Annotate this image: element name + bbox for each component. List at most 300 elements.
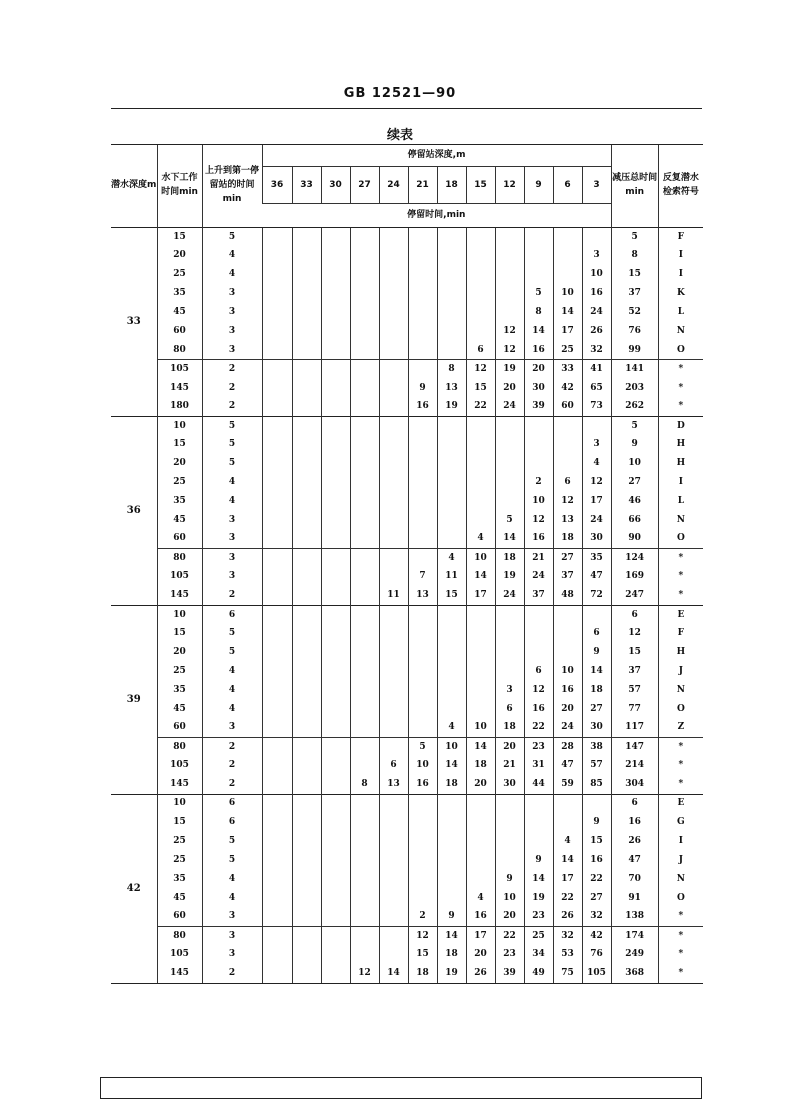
- stop-time-cell: [262, 435, 292, 454]
- total-time-cell: 169: [611, 568, 658, 587]
- stop-time-cell: 9: [524, 851, 553, 870]
- stop-time-cell: 3: [582, 435, 611, 454]
- bottom-time-cell: 35: [157, 284, 202, 303]
- total-time-cell: 124: [611, 549, 658, 568]
- bottom-time-cell: 60: [157, 530, 202, 549]
- stop-time-cell: 6: [466, 341, 495, 360]
- repeat-group-cell: N: [658, 870, 703, 889]
- stop-time-cell: 22: [524, 719, 553, 738]
- stop-time-cell: [437, 605, 466, 624]
- bottom-time-cell: 15: [157, 813, 202, 832]
- stop-time-cell: 12: [553, 492, 582, 511]
- stop-time-cell: 24: [582, 511, 611, 530]
- stop-time-cell: 24: [495, 586, 524, 605]
- stop-time-cell: 42: [582, 926, 611, 945]
- stop-time-cell: [379, 341, 408, 360]
- stop-time-cell: [292, 794, 321, 813]
- stop-time-cell: [408, 832, 437, 851]
- ascent-time-cell: 3: [202, 322, 262, 341]
- stop-time-cell: 25: [524, 926, 553, 945]
- stop-time-cell: [321, 719, 350, 738]
- stop-time-cell: [437, 322, 466, 341]
- bottom-time-cell: 25: [157, 851, 202, 870]
- stop-time-cell: [262, 832, 292, 851]
- stop-time-cell: 42: [553, 379, 582, 398]
- stop-time-cell: [350, 454, 379, 473]
- stop-time-cell: 20: [466, 775, 495, 794]
- stop-time-cell: [408, 700, 437, 719]
- bottom-time-cell: 80: [157, 738, 202, 757]
- stop-time-cell: [292, 908, 321, 927]
- stop-time-cell: [292, 265, 321, 284]
- stop-depth-label: 9: [524, 167, 553, 204]
- table-row: [111, 851, 703, 870]
- stop-time-cell: [466, 681, 495, 700]
- table-row: [111, 284, 703, 303]
- stop-time-cell: [321, 549, 350, 568]
- stop-time-cell: 14: [553, 303, 582, 322]
- stop-time-cell: [408, 360, 437, 379]
- stop-time-cell: 14: [495, 530, 524, 549]
- stop-time-cell: [350, 926, 379, 945]
- total-time-cell: 6: [611, 605, 658, 624]
- total-time-cell: 91: [611, 889, 658, 908]
- stop-time-cell: [292, 700, 321, 719]
- table-row: [111, 794, 703, 813]
- stop-time-cell: 19: [495, 360, 524, 379]
- stop-time-cell: [524, 228, 553, 247]
- ascent-time-cell: 4: [202, 700, 262, 719]
- stop-time-cell: [292, 851, 321, 870]
- repeat-group-cell: I: [658, 246, 703, 265]
- stop-time-cell: 27: [582, 700, 611, 719]
- stop-time-cell: [466, 870, 495, 889]
- stop-time-cell: 12: [495, 341, 524, 360]
- stop-time-cell: 22: [553, 889, 582, 908]
- stop-time-cell: 7: [408, 568, 437, 587]
- stop-time-cell: 23: [524, 738, 553, 757]
- table-row: [111, 662, 703, 681]
- stop-time-cell: 105: [582, 964, 611, 983]
- stop-depth-label: 30: [321, 167, 350, 204]
- stop-time-cell: 28: [553, 738, 582, 757]
- stop-time-cell: [321, 889, 350, 908]
- stop-time-cell: [379, 926, 408, 945]
- stop-time-cell: [321, 643, 350, 662]
- stop-time-cell: [350, 435, 379, 454]
- stop-time-cell: 76: [582, 945, 611, 964]
- stop-time-cell: [292, 568, 321, 587]
- repeat-group-cell: F: [658, 228, 703, 247]
- bottom-time-cell: 105: [157, 360, 202, 379]
- stop-time-cell: [292, 738, 321, 757]
- stop-time-cell: 3: [495, 681, 524, 700]
- ascent-time-cell: 4: [202, 473, 262, 492]
- ascent-time-cell: 3: [202, 568, 262, 587]
- stop-time-cell: 26: [466, 964, 495, 983]
- stop-time-cell: [350, 605, 379, 624]
- stop-time-cell: 47: [553, 756, 582, 775]
- ascent-time-cell: 3: [202, 926, 262, 945]
- stop-time-cell: [321, 228, 350, 247]
- ascent-time-cell: 3: [202, 530, 262, 549]
- stop-time-cell: 14: [582, 662, 611, 681]
- stop-time-cell: [437, 416, 466, 435]
- stop-time-cell: 12: [408, 926, 437, 945]
- stop-time-cell: [495, 605, 524, 624]
- stop-time-cell: [292, 341, 321, 360]
- bottom-time-cell: 60: [157, 908, 202, 927]
- stop-time-cell: 9: [495, 870, 524, 889]
- stop-time-cell: 32: [553, 926, 582, 945]
- table-body: [111, 228, 703, 984]
- ascent-time-cell: 5: [202, 228, 262, 247]
- stop-time-cell: [466, 813, 495, 832]
- total-time-cell: 138: [611, 908, 658, 927]
- repeat-group-cell: N: [658, 322, 703, 341]
- stop-time-cell: [437, 492, 466, 511]
- bottom-time-cell: 25: [157, 662, 202, 681]
- stop-time-cell: [408, 416, 437, 435]
- stop-time-cell: [437, 341, 466, 360]
- stop-time-cell: 27: [553, 549, 582, 568]
- stop-time-cell: [495, 265, 524, 284]
- col-header-ascent-time: 上升到第一停留站的时间min: [202, 145, 262, 228]
- stop-time-cell: 12: [495, 322, 524, 341]
- stop-time-cell: [379, 662, 408, 681]
- ascent-time-cell: 2: [202, 586, 262, 605]
- stop-time-cell: 10: [466, 719, 495, 738]
- bottom-time-cell: 15: [157, 228, 202, 247]
- total-time-cell: 90: [611, 530, 658, 549]
- stop-time-cell: [553, 813, 582, 832]
- ascent-time-cell: 5: [202, 454, 262, 473]
- stop-time-cell: [292, 379, 321, 398]
- stop-time-cell: [495, 303, 524, 322]
- stop-time-cell: 65: [582, 379, 611, 398]
- stop-time-cell: [466, 700, 495, 719]
- stop-time-cell: 15: [408, 945, 437, 964]
- stop-time-cell: [321, 435, 350, 454]
- stop-time-cell: [350, 945, 379, 964]
- stop-time-cell: [408, 454, 437, 473]
- stop-time-cell: 18: [437, 945, 466, 964]
- stop-time-cell: [553, 605, 582, 624]
- table-row: [111, 889, 703, 908]
- stop-time-cell: [524, 246, 553, 265]
- bottom-time-cell: 45: [157, 511, 202, 530]
- stop-time-cell: [321, 284, 350, 303]
- stop-time-cell: 21: [524, 549, 553, 568]
- stop-time-cell: [437, 530, 466, 549]
- stop-time-cell: [466, 416, 495, 435]
- stop-time-cell: [262, 379, 292, 398]
- table-row: [111, 228, 703, 247]
- stop-time-cell: [466, 624, 495, 643]
- stop-time-cell: [350, 624, 379, 643]
- table-row: [111, 549, 703, 568]
- ascent-time-cell: 2: [202, 775, 262, 794]
- stop-time-cell: [321, 775, 350, 794]
- stop-time-cell: 16: [466, 908, 495, 927]
- bottom-time-cell: 20: [157, 246, 202, 265]
- stop-time-cell: [437, 284, 466, 303]
- stop-time-cell: [408, 662, 437, 681]
- stop-time-cell: [524, 813, 553, 832]
- stop-time-cell: [321, 605, 350, 624]
- stop-time-cell: 24: [553, 719, 582, 738]
- stop-time-cell: [379, 643, 408, 662]
- stop-time-cell: [321, 700, 350, 719]
- stop-time-cell: [379, 379, 408, 398]
- stop-time-cell: 4: [553, 832, 582, 851]
- stop-time-cell: [379, 568, 408, 587]
- bottom-time-cell: 80: [157, 926, 202, 945]
- stop-time-cell: 3: [582, 246, 611, 265]
- repeat-group-cell: *: [658, 379, 703, 398]
- stop-time-cell: [437, 813, 466, 832]
- stop-time-cell: 48: [553, 586, 582, 605]
- total-time-cell: 66: [611, 511, 658, 530]
- stop-time-cell: [466, 794, 495, 813]
- stop-time-cell: [466, 851, 495, 870]
- stop-time-cell: 10: [495, 889, 524, 908]
- total-time-cell: 57: [611, 681, 658, 700]
- stop-time-cell: 23: [524, 908, 553, 927]
- stop-time-cell: 6: [379, 756, 408, 775]
- stop-time-cell: [379, 794, 408, 813]
- stop-time-cell: [408, 794, 437, 813]
- stop-time-cell: [292, 398, 321, 417]
- stop-time-cell: [321, 624, 350, 643]
- repeat-group-cell: E: [658, 605, 703, 624]
- stop-time-cell: [262, 738, 292, 757]
- table-row: [111, 643, 703, 662]
- stop-time-cell: [553, 228, 582, 247]
- repeat-group-cell: H: [658, 454, 703, 473]
- stop-time-cell: [321, 756, 350, 775]
- dive-depth-cell: 39: [111, 605, 157, 794]
- stop-time-cell: 75: [553, 964, 582, 983]
- stop-time-cell: 10: [466, 549, 495, 568]
- stop-time-cell: [350, 322, 379, 341]
- stop-time-cell: 35: [582, 549, 611, 568]
- bottom-time-cell: 15: [157, 435, 202, 454]
- stop-time-cell: [350, 681, 379, 700]
- stop-time-cell: 13: [437, 379, 466, 398]
- stop-time-cell: 20: [466, 945, 495, 964]
- stop-time-cell: [321, 492, 350, 511]
- stop-time-cell: 4: [437, 549, 466, 568]
- stop-time-cell: [350, 738, 379, 757]
- stop-time-cell: 12: [582, 473, 611, 492]
- stop-time-cell: [350, 756, 379, 775]
- table-row: [111, 379, 703, 398]
- stop-time-cell: [495, 662, 524, 681]
- repeat-group-cell: N: [658, 681, 703, 700]
- stop-time-cell: [524, 643, 553, 662]
- stop-time-cell: [553, 246, 582, 265]
- stop-time-cell: [262, 662, 292, 681]
- table-row: [111, 265, 703, 284]
- bottom-time-cell: 145: [157, 775, 202, 794]
- stop-time-cell: 4: [582, 454, 611, 473]
- stop-depth-label: 21: [408, 167, 437, 204]
- stop-time-cell: [262, 492, 292, 511]
- stop-time-cell: [262, 851, 292, 870]
- stop-time-cell: [262, 473, 292, 492]
- stop-time-cell: [262, 945, 292, 964]
- stop-time-cell: [262, 246, 292, 265]
- stop-time-cell: [379, 908, 408, 927]
- total-time-cell: 70: [611, 870, 658, 889]
- stop-time-cell: 26: [553, 908, 582, 927]
- bottom-time-cell: 25: [157, 473, 202, 492]
- stop-time-cell: [408, 624, 437, 643]
- stop-time-cell: [292, 813, 321, 832]
- stop-time-cell: 18: [582, 681, 611, 700]
- stop-time-cell: 57: [582, 756, 611, 775]
- stop-time-cell: [350, 360, 379, 379]
- stop-time-cell: [495, 246, 524, 265]
- stop-time-cell: [321, 586, 350, 605]
- table-row: [111, 719, 703, 738]
- bottom-time-cell: 80: [157, 341, 202, 360]
- stop-time-cell: [524, 624, 553, 643]
- stop-time-cell: [262, 794, 292, 813]
- stop-time-cell: [379, 530, 408, 549]
- repeat-group-cell: *: [658, 945, 703, 964]
- stop-time-cell: [437, 454, 466, 473]
- table-row: [111, 756, 703, 775]
- total-time-cell: 5: [611, 228, 658, 247]
- stop-time-cell: 8: [524, 303, 553, 322]
- stop-time-cell: [379, 492, 408, 511]
- table-row: [111, 435, 703, 454]
- repeat-group-cell: O: [658, 530, 703, 549]
- stop-time-cell: [495, 643, 524, 662]
- total-time-cell: 76: [611, 322, 658, 341]
- ascent-time-cell: 6: [202, 605, 262, 624]
- stop-time-cell: [553, 624, 582, 643]
- stop-time-cell: 5: [495, 511, 524, 530]
- stop-time-cell: 72: [582, 586, 611, 605]
- bottom-time-cell: 25: [157, 265, 202, 284]
- decompression-table: [111, 144, 703, 984]
- stop-time-cell: [437, 246, 466, 265]
- stop-time-cell: [437, 700, 466, 719]
- repeat-group-cell: N: [658, 511, 703, 530]
- bottom-time-cell: 15: [157, 624, 202, 643]
- stop-time-cell: 12: [466, 360, 495, 379]
- stop-time-cell: 11: [379, 586, 408, 605]
- stop-time-cell: 14: [466, 738, 495, 757]
- stop-time-cell: [262, 568, 292, 587]
- stop-time-cell: [292, 586, 321, 605]
- stop-time-cell: [321, 322, 350, 341]
- stop-time-cell: [292, 643, 321, 662]
- ascent-time-cell: 3: [202, 719, 262, 738]
- repeat-group-cell: I: [658, 473, 703, 492]
- bottom-time-cell: 10: [157, 794, 202, 813]
- total-time-cell: 8: [611, 246, 658, 265]
- stop-time-cell: [292, 473, 321, 492]
- stop-time-cell: [466, 662, 495, 681]
- table-row: [111, 681, 703, 700]
- repeat-group-cell: *: [658, 926, 703, 945]
- stop-time-cell: 14: [466, 568, 495, 587]
- stop-time-cell: [408, 851, 437, 870]
- stop-time-cell: [262, 322, 292, 341]
- stop-time-cell: 10: [408, 756, 437, 775]
- stop-time-cell: [408, 492, 437, 511]
- stop-time-cell: [321, 511, 350, 530]
- stop-time-cell: [321, 870, 350, 889]
- stop-time-cell: [466, 246, 495, 265]
- stop-time-cell: [350, 265, 379, 284]
- stop-time-cell: [292, 246, 321, 265]
- stop-time-cell: 9: [582, 643, 611, 662]
- stop-time-cell: [408, 719, 437, 738]
- stop-time-cell: 39: [524, 398, 553, 417]
- ascent-time-cell: 3: [202, 908, 262, 927]
- stop-time-cell: [379, 360, 408, 379]
- stop-time-cell: 6: [553, 473, 582, 492]
- ascent-time-cell: 2: [202, 360, 262, 379]
- stop-time-cell: [321, 473, 350, 492]
- repeat-group-cell: Z: [658, 719, 703, 738]
- total-time-cell: 15: [611, 265, 658, 284]
- stop-time-cell: [408, 322, 437, 341]
- stop-time-cell: 17: [466, 926, 495, 945]
- bottom-time-cell: 45: [157, 889, 202, 908]
- stop-time-cell: [262, 303, 292, 322]
- stop-time-cell: 18: [466, 756, 495, 775]
- stop-time-cell: 22: [466, 398, 495, 417]
- table-row: [111, 624, 703, 643]
- stop-time-cell: 31: [524, 756, 553, 775]
- stop-time-cell: [524, 265, 553, 284]
- stop-time-cell: [553, 416, 582, 435]
- stop-time-cell: 32: [582, 341, 611, 360]
- stop-time-cell: [437, 303, 466, 322]
- repeat-group-cell: *: [658, 964, 703, 983]
- ascent-time-cell: 3: [202, 284, 262, 303]
- total-time-cell: 26: [611, 832, 658, 851]
- stop-time-cell: [495, 832, 524, 851]
- ascent-time-cell: 2: [202, 738, 262, 757]
- stop-time-cell: 16: [408, 398, 437, 417]
- stop-time-cell: [553, 435, 582, 454]
- stop-time-cell: [350, 643, 379, 662]
- stop-time-cell: [408, 435, 437, 454]
- total-time-cell: 262: [611, 398, 658, 417]
- bottom-time-cell: 35: [157, 681, 202, 700]
- table-row: [111, 964, 703, 983]
- repeat-group-cell: I: [658, 265, 703, 284]
- bottom-time-cell: 105: [157, 756, 202, 775]
- stop-time-cell: 34: [524, 945, 553, 964]
- stop-time-cell: [321, 265, 350, 284]
- total-time-cell: 247: [611, 586, 658, 605]
- stop-time-cell: [350, 586, 379, 605]
- stop-time-cell: [321, 360, 350, 379]
- stop-time-cell: 37: [524, 586, 553, 605]
- stop-time-cell: [408, 265, 437, 284]
- stop-time-cell: [437, 643, 466, 662]
- stop-time-cell: [408, 284, 437, 303]
- table-row: [111, 945, 703, 964]
